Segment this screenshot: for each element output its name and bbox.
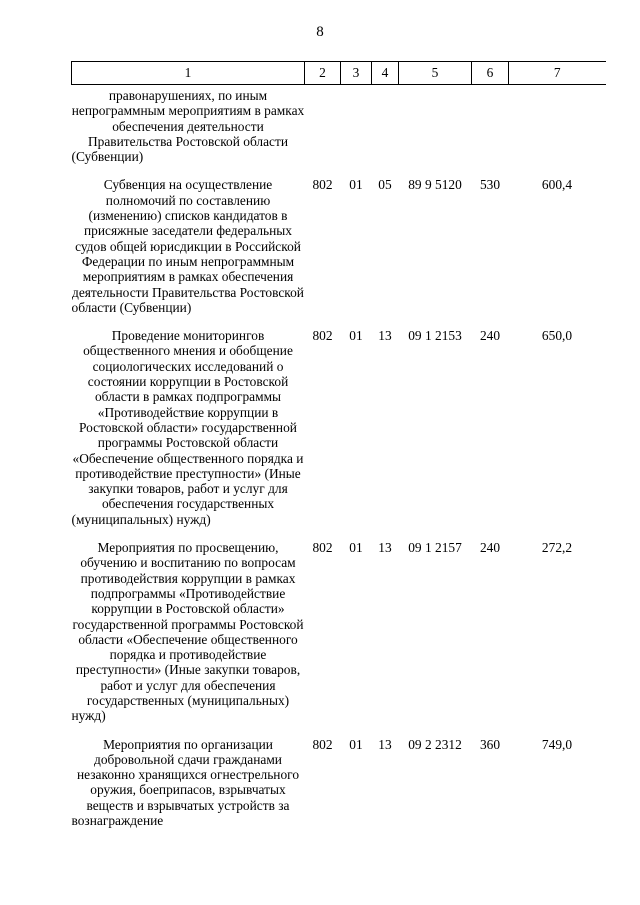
row-col-5: 09 2 2312	[408, 736, 462, 752]
row-col-3	[341, 85, 372, 165]
row-description: Проведение мониторингов общественного мнения и обобщение социологических исследований о состоянии коррупции в Ростовской области в рамках подпрограммы «Противодействие коррупции в Ростовской области» государственной программы Ростовской области «Обеспечение общественного порядка и противодействие преступности» (Иные закупки товаров, работ и услуг для обеспечения государственных (муниципальных) нужд)	[71, 328, 304, 527]
row-col-4: 13	[378, 540, 392, 556]
header-row	[72, 62, 606, 85]
table-row	[72, 527, 606, 724]
header-col-1: 1	[72, 62, 305, 85]
row-col-2: 802	[312, 177, 333, 193]
row-col-3: 01	[349, 177, 363, 193]
row-col-2: 802	[312, 328, 333, 344]
table-row	[72, 724, 606, 829]
row-col-6: 240	[479, 328, 501, 344]
header-col-2: 2	[305, 62, 341, 85]
header-col-3: 3	[341, 62, 372, 85]
row-col-5: 09 1 2153	[408, 328, 462, 344]
row-col-5: 09 1 2157	[408, 540, 462, 556]
table-row	[72, 164, 606, 315]
row-col-3: 01	[349, 736, 363, 752]
row-col-2: 802	[312, 736, 333, 752]
row-col-5	[399, 85, 472, 165]
header-col-5: 5	[399, 62, 472, 85]
row-col-2: 802	[312, 540, 333, 556]
table-row	[72, 85, 606, 165]
row-col-4	[372, 85, 399, 165]
row-col-6: 530	[479, 177, 501, 193]
header-col-6: 6	[472, 62, 509, 85]
row-col-4: 13	[378, 328, 392, 344]
row-col-2	[305, 85, 341, 165]
row-col-6	[472, 85, 509, 165]
row-col-4: 05	[378, 177, 392, 193]
row-amount: 600,4	[541, 177, 573, 193]
row-description: Мероприятия по организации добровольной сдачи гражданами незаконно хранящихся огнестрельного оружия, боеприпасов, взрывчатых веществ и взрывчатых устройств за вознаграждение	[71, 736, 300, 829]
row-description: Субвенция на осуществление полномочий по составлению (изменению) списков кандидатов в присяжные заседатели федеральных судов общей юрисдикции в Российской Федерации по иным непрограммным мероприятиям в рамках обеспечения деятельности Правительства Ростовской области (Субвенции)	[71, 177, 304, 315]
row-col-3: 01	[349, 540, 363, 556]
table-row	[72, 315, 606, 527]
row-amount: 650,0	[541, 328, 573, 344]
header-col-7: 7	[509, 62, 606, 85]
row-amount: 272,2	[541, 540, 573, 556]
page-number: 8	[316, 24, 324, 40]
row-col-3: 01	[349, 328, 363, 344]
row-col-4: 13	[378, 736, 392, 752]
row-description: Мероприятия по просвещению, обучению и воспитанию по вопросам противодействия коррупции в рамках подпрограммы «Противодействие коррупции в Ростовской области» государственной программы Ростовской области «Обеспечение общественного порядка и противодействие преступности» (Иные закупки товаров, работ и услуг для обеспечения государственных (муниципальных) нужд)	[71, 540, 304, 724]
row-col-5: 89 9 5120	[408, 177, 462, 193]
row-col-6: 240	[479, 540, 501, 556]
header-col-4: 4	[372, 62, 399, 85]
row-amount	[509, 85, 606, 165]
row-amount: 749,0	[541, 736, 573, 752]
row-description: правонарушениях, по иным непрограммным мероприятиям в рамках обеспечения деятельности Правительства Ростовской области (Субвенции)	[71, 88, 305, 165]
row-col-6: 360	[479, 736, 501, 752]
budget-table	[71, 61, 606, 828]
